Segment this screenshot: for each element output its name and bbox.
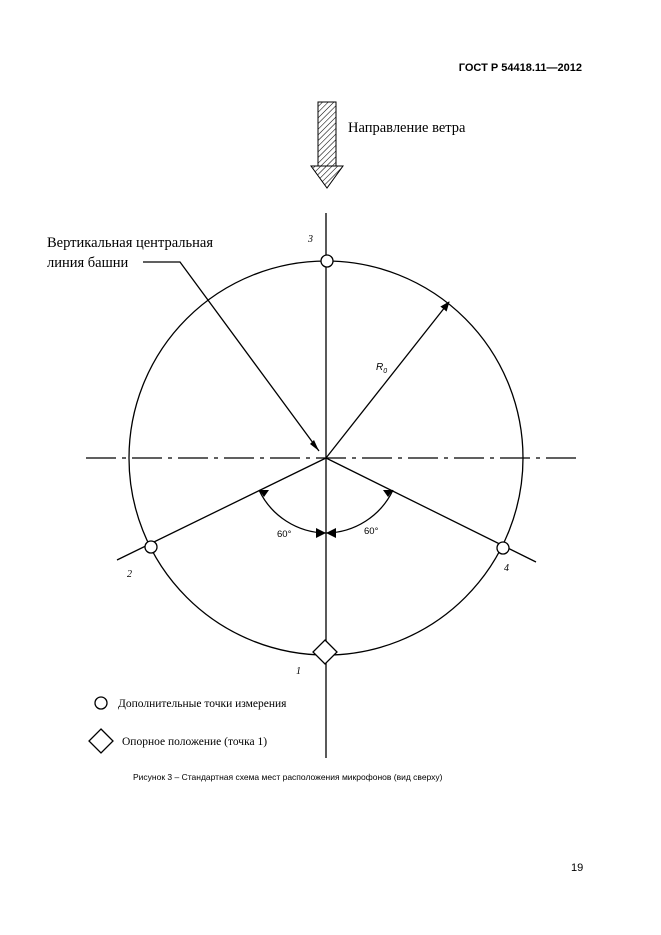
angle-left-label: 60° bbox=[277, 529, 292, 540]
measurement-point-2 bbox=[145, 541, 157, 553]
radius-arrow bbox=[326, 302, 449, 458]
standard-code: ГОСТ Р 54418.11—2012 bbox=[458, 62, 582, 74]
tower-label-line1: Вертикальная центральная bbox=[47, 235, 213, 251]
tower-label-line2: линия башни bbox=[47, 255, 129, 271]
page-number: 19 bbox=[571, 862, 584, 874]
reference-point-1 bbox=[313, 640, 337, 664]
legend-circle-icon bbox=[95, 697, 107, 709]
legend-diamond-icon bbox=[89, 729, 113, 753]
point-label-2: 2 bbox=[127, 569, 132, 580]
legend-diamond-text: Опорное положение (точка 1) bbox=[122, 736, 268, 748]
angle-arc-right bbox=[326, 490, 393, 533]
radius-label: $R_0$ bbox=[376, 362, 388, 375]
point-label-1: 1 bbox=[296, 666, 301, 677]
measurement-point-3 bbox=[321, 255, 333, 267]
wind-direction-label: Направление ветра bbox=[348, 120, 466, 136]
tower-label-leader bbox=[143, 262, 319, 451]
angle-right-label: 60° bbox=[364, 526, 379, 537]
wind-arrow bbox=[311, 102, 343, 188]
angle-arc-left bbox=[259, 490, 326, 533]
measurement-point-4 bbox=[497, 542, 509, 554]
legend-circle-text: Дополнительные точки измерения bbox=[118, 698, 287, 710]
point-label-3: 3 bbox=[308, 234, 313, 245]
figure-caption: Рисунок 3 – Стандартная схема мест расположения микрофонов (вид сверху) bbox=[133, 772, 443, 782]
point-label-4: 4 bbox=[504, 563, 509, 574]
